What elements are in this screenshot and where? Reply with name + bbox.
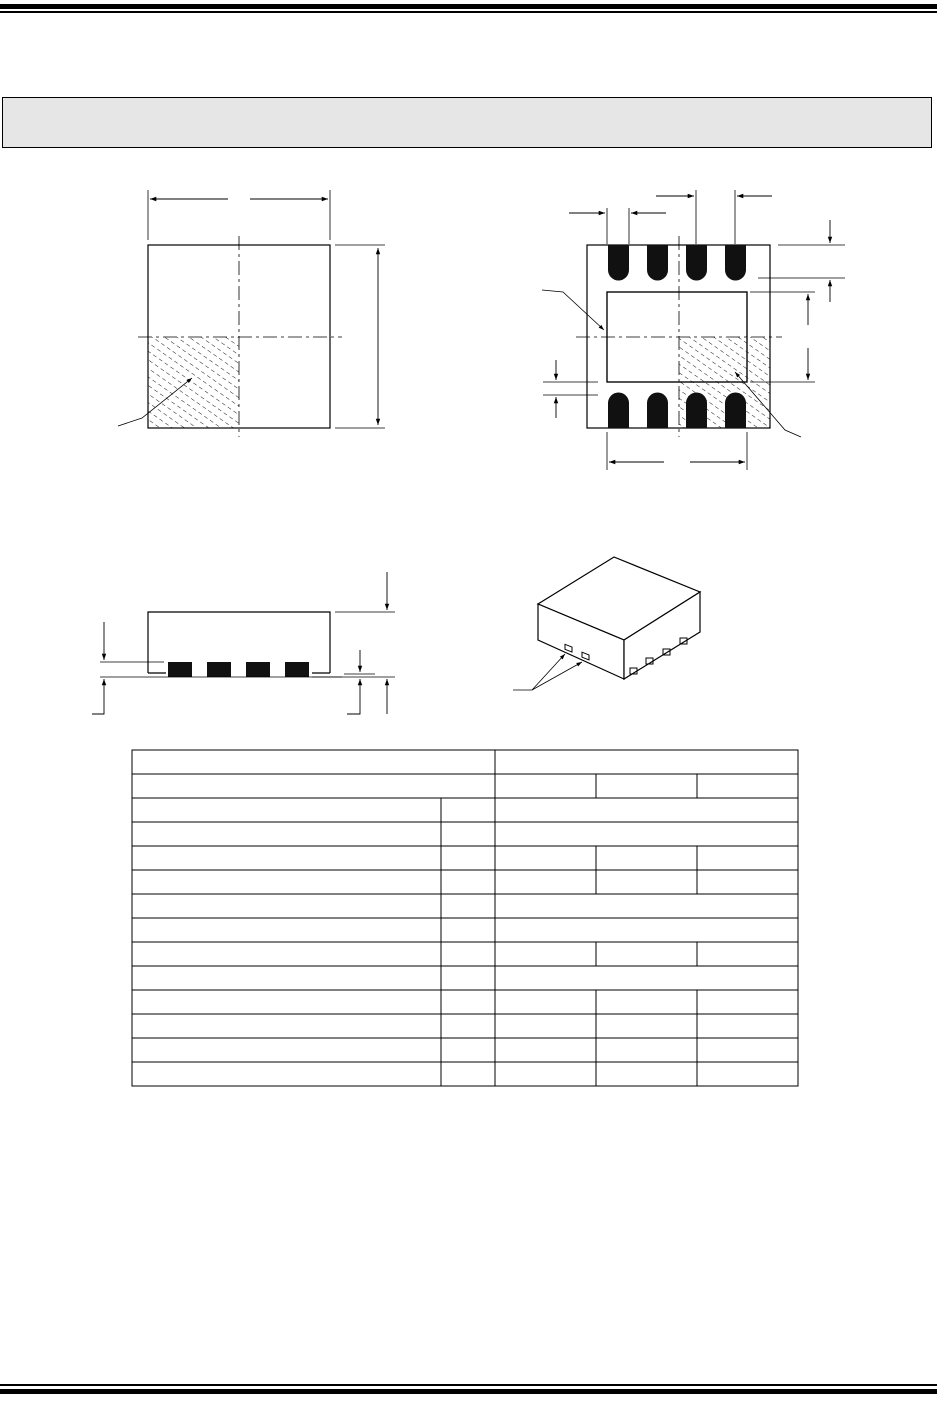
dimension-table bbox=[132, 750, 798, 1086]
bottom-view bbox=[542, 190, 845, 470]
terminals-top bbox=[608, 245, 746, 281]
top-view bbox=[118, 190, 385, 437]
isometric-view bbox=[513, 557, 700, 690]
side-view bbox=[92, 572, 395, 714]
iso-leader bbox=[513, 654, 565, 690]
footer-rule-thick bbox=[0, 1389, 937, 1394]
top-view-hatch-area bbox=[148, 337, 239, 428]
pad-leader-left bbox=[542, 290, 604, 330]
side-view-leads bbox=[168, 662, 309, 677]
footer-rule-thin bbox=[0, 1384, 937, 1386]
